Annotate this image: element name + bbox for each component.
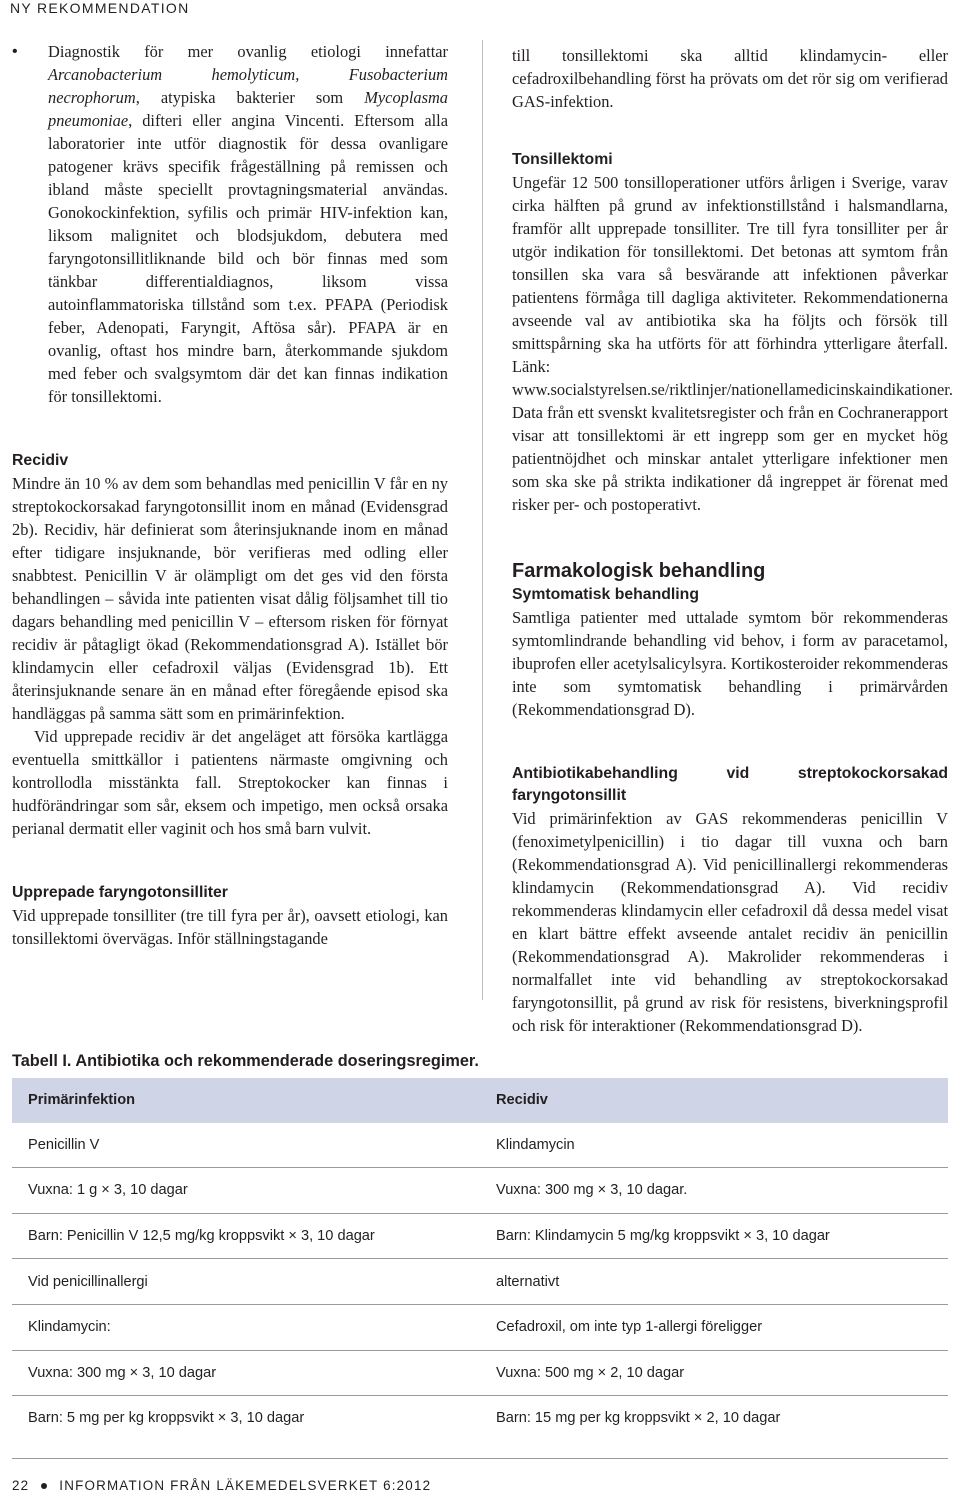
spacer [512,113,948,149]
table-cell: Vuxna: 500 mg × 2, 10 dagar [496,1364,685,1381]
heading-antibiotika: Antibiotikabehandling vid streptokockorsakad faryngotonsillit [512,765,948,804]
table-cell: Barn: 5 mg per kg kroppsvikt × 3, 10 dagar [28,1410,305,1427]
antibiotika-paragraph: Vid primärinfektion av GAS rekommenderas penicillin V (fenoximetylpenicillin) i tio dagar till vuxna och barn (Rekommendationsgrad A). Vid penicillinallergi rekommenderas klindamycin (Rekommendationsgrad A). Vid recidiv rekommenderas klindamycin eller cefadroxil då dessa medel visat en klart bättre effekt avseende antalet recidiv än penicillin (Rekommendationsgrad A). Makrolider rekommenderas i normalfallet inte vid behandling av streptokockorsakad faryngotonsillit, på grund av risk för resistens, biverkningsprofil och risk för interaktioner (Rekommendationsgrad D). [512,809,948,1035]
table-row [12,1168,948,1214]
table-cell: Vuxna: 300 mg × 3, 10 dagar. [496,1182,688,1199]
table-cell: Barn: Penicillin V 12,5 mg/kg kroppsvikt × 3, 10 dagar [28,1228,375,1245]
continuation-paragraph: till tonsillektomi ska alltid klindamycin- eller cefadroxilbehandling först ha prövats om det rör sig om verifierad GAS-infektion. [512,46,948,111]
table-cell: Barn: Klindamycin 5 mg/kg kroppsvikt × 3, 10 dagar [496,1228,830,1245]
section-tag: NY REKOMMENDATION [10,0,190,16]
right-column [512,44,953,1037]
left-column [12,40,448,950]
table-row [12,1123,948,1169]
recidiv-paragraph-2: Vid upprepade recidiv är det angeläget att försöka kartlägga eventuella smittkällor i patientens närmaste omgivning och kontrollodla misstänkta fall. Streptokocker kan finnas i hudförändringar som sår, eksem och impetigo, men också orsaka perianal dermatit eller vaginit och hos små barn vulvit. [12,727,448,838]
table-title: Tabell I. Antibiotika och rekommenderade doseringsregimer. [12,1052,479,1070]
heading-recidiv: Recidiv [12,452,69,469]
bullet-text-seg1: Diagnostik för mer ovanlig etiologi innefattar [48,42,448,61]
spacer [512,721,948,763]
table-cell: Vuxna: 300 mg × 3, 10 dagar [28,1364,217,1381]
bullet-text-italic1: Arcanobacterium hemolyticum, Fusobacterium necrophorum [48,65,448,107]
spacer [12,840,448,882]
table-cell: Penicillin V [28,1136,100,1153]
table-cell: Vuxna: 1 g × 3, 10 dagar [28,1182,188,1199]
footer-rule [12,1458,948,1459]
table-cell: Vid penicillinallergi [28,1273,148,1290]
spacer [12,408,448,450]
table-row [12,1259,948,1305]
heading-tonsillektomi: Tonsillektomi [512,151,613,168]
table-cell: Cefadroxil, om inte typ 1-allergi föreligger [496,1319,763,1336]
table-row [12,1305,948,1351]
symtomatisk-paragraph: Samtliga patienter med uttalade symtom bör rekommenderas symtomlindrande behandling vid behov, i form av paracetamol, ibuprofen eller acetylsalicylsyra. Kortikosteroider rekommenderas inte som symtomatisk behandling i primärvården (Rekommendationsgrad D). [512,608,948,719]
bullet-icon: • [12,43,18,60]
column-divider [482,40,483,1000]
table-row [12,1214,948,1260]
table-header-cell: Primärinfektion [28,1092,136,1109]
tonsillektomi-paragraph: Ungefär 12 500 tonsilloperationer utförs årligen i Sverige, varav cirka hälften på grund av infektionstillstånd i halsmandlarna, framför allt upprepade tonsilliter. Tre till fyra tonsilliter per år utgör indikation för tonsillektomi. Det betonas att symtom från tonsillen ska vara så besvärande att infektionen påverkar patientens förmåga till dagliga aktiviteter. Rekommendationerna avseende val av antibiotika ska ha följts och försök till smittspårning ska ha utförts för att förhindra ytterligare återfall. Länk: www.socialstyrelsen.se/riktlinjer/nationellamedicinskaindikationer. Data från ett svenskt kvalitetsregister och från en Cochranerapport visar att tonsillektomi är ett ingrepp som ger en mycket hög patientnöjdhet och minskar antalet ytterligare infektioner men som ska ske på strikta indikationer då ingreppet är förenat med risker per- och postoperativt. [512,173,953,514]
page-number: 22 [12,1478,30,1493]
bullet-text [48,40,448,408]
recidiv-paragraph-1: Mindre än 10 % av dem som behandlas med penicillin V får en ny streptokockorsakad faryngotonsillit inom en månad (Evidensgrad 2b). Recidiv, här definierat som återinsjuknande inom en månad efter tidigare insjuknande, bör verifieras med odling eller snabbtest. Penicillin V är olämpligt om det ges vid den första behandlingen – såvida inte patienten visat dålig följsamhet till tio dagars behandling med penicillin V – eftersom risken för förnyat recidiv är påtagligt ökad (Rekommendationsgrad A). Istället bör klindamycin eller cefadroxil väljas (Evidensgrad 1b). Ett återinsjuknande senare än en månad efter föregående episod ska handläggas på samma sätt som en primärinfektion. [12,474,448,723]
publication-name: INFORMATION FRÅN LÄKEMEDELSVERKET 6:2012 [59,1478,432,1493]
page-footer [12,1478,431,1493]
table-header-row [12,1078,948,1123]
bullet-text-seg3: , difteri eller angina Vincenti. Eftersom alla laboratorier inte utför diagnostik för dessa ovanligare patogener krävs specifik frågeställning på remissen och ibland måste speciellt provtagningsmaterial användas. Gonokockinfektion, syfilis och primär HIV-infektion kan, liksom malignitet och blodsjukdom, debutera med faryngotonsillitliknande bild och bör finnas med som tänkbar differentialdiagnos, liksom vissa autoinflammatoriska tillstånd som t.ex. PFAPA (Periodisk feber, Adenopati, Faryngit, Aftösa sår). PFAPA är en ovanlig, oftast hos mindre barn, återkommande sjukdom med feber och svalgsymtom där det kan finnas indikation för tonsillektomi. [48,111,448,406]
heading-farmakologisk: Farmakologisk behandling [512,560,766,582]
table-cell: Klindamycin: [28,1319,111,1336]
table-row [12,1351,948,1397]
spacer [512,516,948,558]
table-row [12,1396,948,1441]
bullet-paragraph [12,40,448,408]
dosing-table [12,1078,948,1435]
bullet-text-seg2: , atypiska bakterier som [135,88,365,107]
table-cell: alternativt [496,1273,560,1290]
table-cell: Barn: 15 mg per kg kroppsvikt × 2, 10 dagar [496,1410,781,1427]
subheading-symtomatisk: Symtomatisk behandling [512,586,699,603]
table-cell: Klindamycin [496,1136,575,1153]
heading-upprepade: Upprepade faryngotonsilliter [12,884,228,901]
bullet-dot-icon [41,1483,47,1489]
table-header-cell: Recidiv [496,1092,548,1109]
bullet-text-italic2: Mycoplasma pneumoniae [48,88,448,130]
upprepade-paragraph: Vid upprepade tonsilliter (tre till fyra per år), oavsett etiologi, kan tonsillektomi övervägas. Inför ställningstagande [12,906,448,948]
